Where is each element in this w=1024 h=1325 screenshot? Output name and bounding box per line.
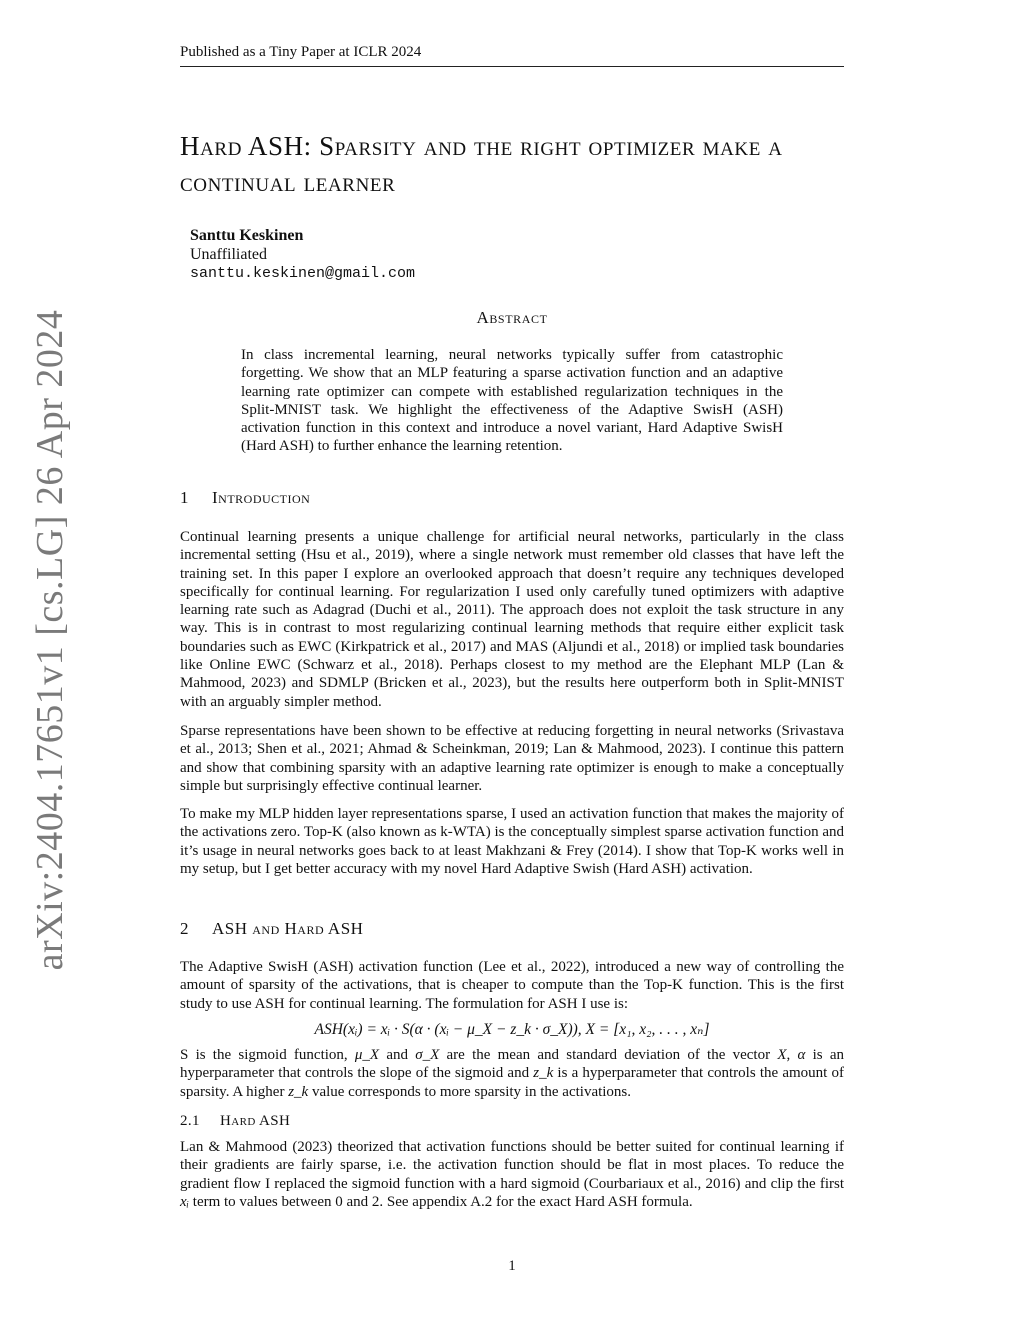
section-2-intro: The Adaptive SwisH (ASH) activation function (Lee et al., 2022), introduced a new way of controlling the amount of sparsity of the activations, that is cheaper to compute than the Top-K function. This is the first study to use ASH for continual learning. The formulation for ASH I use is: [180,959,844,1012]
author-name: Santtu Keskinen [190,227,304,244]
hard-ash-paragraph: Lan & Mahmood (2023) theorized that activation functions should be better suited for continual learning if their gradients are fairly sparse, i.e. the activation function should be flat in most places. To reduce the gradient flow I replaced the sigmoid function with a hard sigmoid (Courbariaux et al., 2016) and clip the first xᵢ term to values between 0 and 2. See appendix A.2 for the exact Hard ASH formula. [180,1139,844,1210]
section-title: Introduction [212,488,311,507]
subsection-number: 2.1 [180,1113,200,1129]
intro-paragraph-2: Sparse representations have been shown to be effective at reducing forgetting in neural networks (Srivastava et al., 2013; Shen et al., 2021; Ahmad & Scheinkman, 2019; Lan & Mahmood, 2023). I continue this pattern and show that combining sparsity with an adaptive learning rate optimizer is enough to make a conceptually simple but surprisingly effective continual learner. [180,723,844,794]
abstract-text: In class incremental learning, neural networks typically suffer from catastrophic forgetting. We show that an MLP featuring a sparse activation function and an adaptive learning rate optimizer can compete with established regularization techniques in the Split-MNIST task. We highlight the effectiveness of the Adaptive SwisH (ASH) activation function in this context and introduce a novel variant, Hard Adaptive SwisH (Hard ASH) to further enhance the learning retention. [241,347,783,455]
paper-title: Hard ASH: Sparsity and the right optimizer make a continual learner [180,131,783,197]
arxiv-side-stamp: arXiv:2404.17651v1 [cs.LG] 26 Apr 2024 [29,309,71,971]
abstract-heading: Abstract [476,308,548,327]
author-block [190,226,415,283]
section-2-heading [180,919,363,939]
intro-paragraph-3: To make my MLP hidden layer representations sparse, I used an activation function that makes the majority of the activations zero. Top-K (also known as k-WTA) is the conceptually simplest sparse activation function and it’s usage in neural networks goes back to at least Makhzani & Frey (2014). I show that Top-K works well in my setup, but I get better accuracy with my novel Hard Adaptive Swish (Hard ASH) activation. [180,806,844,877]
author-affiliation: Unaffiliated [190,246,268,263]
section-1-heading [180,488,310,508]
ash-formula: ASH(xᵢ) = xᵢ · S(α · (xᵢ − μ_X − z_k · σ_X)), X = [x₁, x₂, . . . , xₙ] [314,1021,710,1038]
page-number: 1 [508,1258,516,1274]
intro-paragraph-1: Continual learning presents a unique challenge for artificial neural networks, particularly in the class incremental setting (Hsu et al., 2019), where a single network must remember old classes that have left the training set. In this paper I explore an overlooked approach that doesn’t require any techniques developed specifically for continual learning. For regularization I used only carefully tuned optimizers with adaptive learning rate such as Adagrad (Duchi et al., 2011). The approach does not exploit the task structure in any way. This is in contrast to most regularizing continual learning methods that require either explicit task boundaries such as EWC (Kirkpatrick et al., 2017) and MAS (Aljundi et al., 2018) or implied task boundaries like Online EWC (Schwarz et al., 2018). Perhaps closest to my method are the Elephant MLP (Lan & Mahmood, 2023) and SDMLP (Bricken et al., 2023), but the results here outperform both in Split-MNIST with an arguably simpler method. [180,529,844,710]
section-title: ASH and Hard ASH [212,919,364,938]
formula-explanation: S is the sigmoid function, μ_X and σ_X are the mean and standard deviation of the vector X, α is an hyperparameter that controls the slope of the sigmoid and z_k is a hyperparameter that controls the amount of sparsity. A higher z_k value corresponds to more sparsity in the activations. [180,1047,844,1100]
header-rule [180,66,844,67]
section-number: 2 [180,919,189,938]
section-number: 1 [180,488,189,507]
subsection-title: Hard ASH [220,1113,291,1129]
subsection-2-1-heading [180,1113,290,1130]
author-email[interactable]: santtu.keskinen@gmail.com [190,265,416,282]
venue-header: Published as a Tiny Paper at ICLR 2024 [180,44,422,60]
